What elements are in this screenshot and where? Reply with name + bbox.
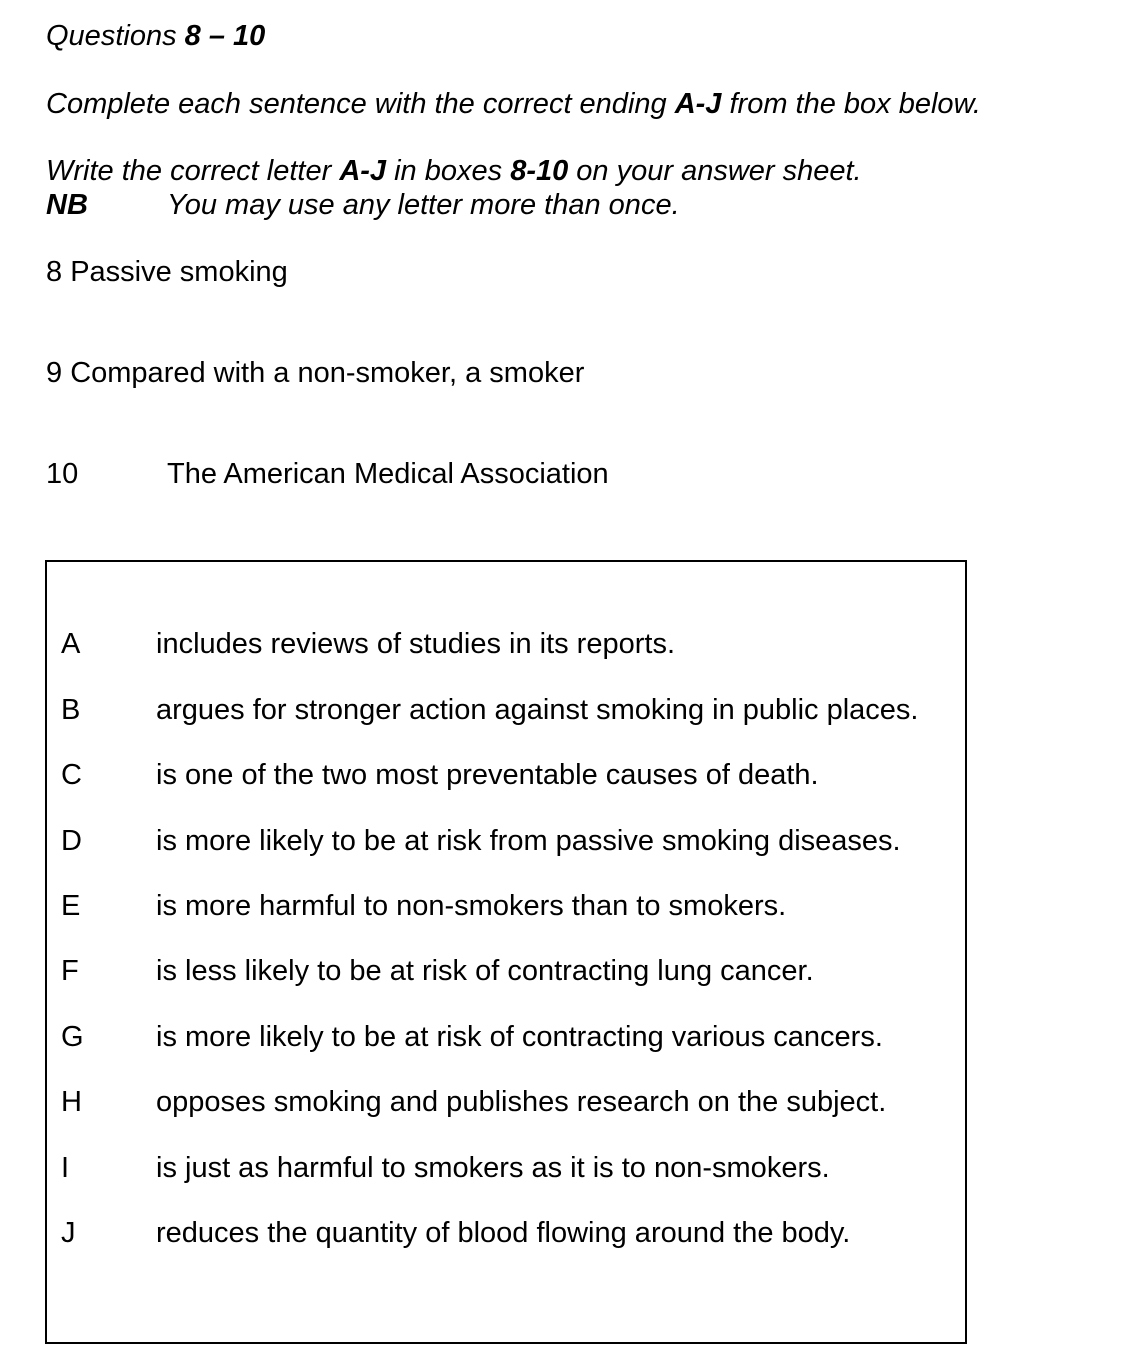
ending-letter: C <box>61 759 82 791</box>
ending-text: includes reviews of studies in its reports. <box>156 628 675 660</box>
instruction-before: Complete each sentence with the correct ending <box>46 88 675 120</box>
ending-text: opposes smoking and publishes research on the subject. <box>156 1086 887 1118</box>
nb-text: You may use any letter more than once. <box>167 189 680 221</box>
ending-text: is more likely to be at risk from passive smoking diseases. <box>156 825 901 857</box>
ending-text: is more likely to be at risk of contracting various cancers. <box>156 1021 883 1053</box>
endings-box <box>45 560 967 1344</box>
write-part3: on your answer sheet. <box>568 155 862 187</box>
question-9 <box>46 359 584 388</box>
question-text: Compared with a non-smoker, a smoker <box>70 357 585 389</box>
question-text: Passive smoking <box>70 256 288 288</box>
write-boxes: 8-10 <box>510 155 569 187</box>
ending-text: reduces the quantity of blood flowing around the body. <box>156 1217 851 1249</box>
question-text: The American Medical Association <box>167 458 609 490</box>
question-number: 8 <box>46 256 63 288</box>
questions-heading <box>46 22 265 51</box>
ending-letter: G <box>61 1021 84 1053</box>
ending-letter: J <box>61 1217 76 1249</box>
ending-text: is just as harmful to smokers as it is to non-smokers. <box>156 1152 830 1184</box>
nb-label: NB <box>46 189 88 221</box>
ending-text: is one of the two most preventable causes of death. <box>156 759 819 791</box>
ending-letter: A <box>61 628 81 660</box>
ending-letter: H <box>61 1086 82 1118</box>
heading-range: 8 – 10 <box>184 20 266 52</box>
write-part2: in boxes <box>386 155 511 187</box>
instruction-line <box>46 90 981 119</box>
question-number: 10 <box>46 458 79 490</box>
question-8 <box>46 258 288 287</box>
question-number: 9 <box>46 357 63 389</box>
instruction-after: from the box below. <box>721 88 981 120</box>
question-10 <box>46 458 609 490</box>
ending-letter: D <box>61 825 82 857</box>
ending-letter: B <box>61 694 81 726</box>
ending-letter: E <box>61 890 81 922</box>
ending-letter: I <box>61 1152 70 1184</box>
write-letters: A-J <box>339 155 387 187</box>
heading-prefix: Questions <box>46 20 185 52</box>
answer-sheet-instruction <box>46 157 862 186</box>
ending-text: is less likely to be at risk of contracting lung cancer. <box>156 955 814 987</box>
instruction-range: A-J <box>674 88 722 120</box>
ending-text: argues for stronger action against smoking in public places. <box>156 694 919 726</box>
ending-text: is more harmful to non-smokers than to smokers. <box>156 890 787 922</box>
nb-note <box>46 189 680 221</box>
write-part1: Write the correct letter <box>46 155 340 187</box>
ending-letter: F <box>61 955 79 987</box>
